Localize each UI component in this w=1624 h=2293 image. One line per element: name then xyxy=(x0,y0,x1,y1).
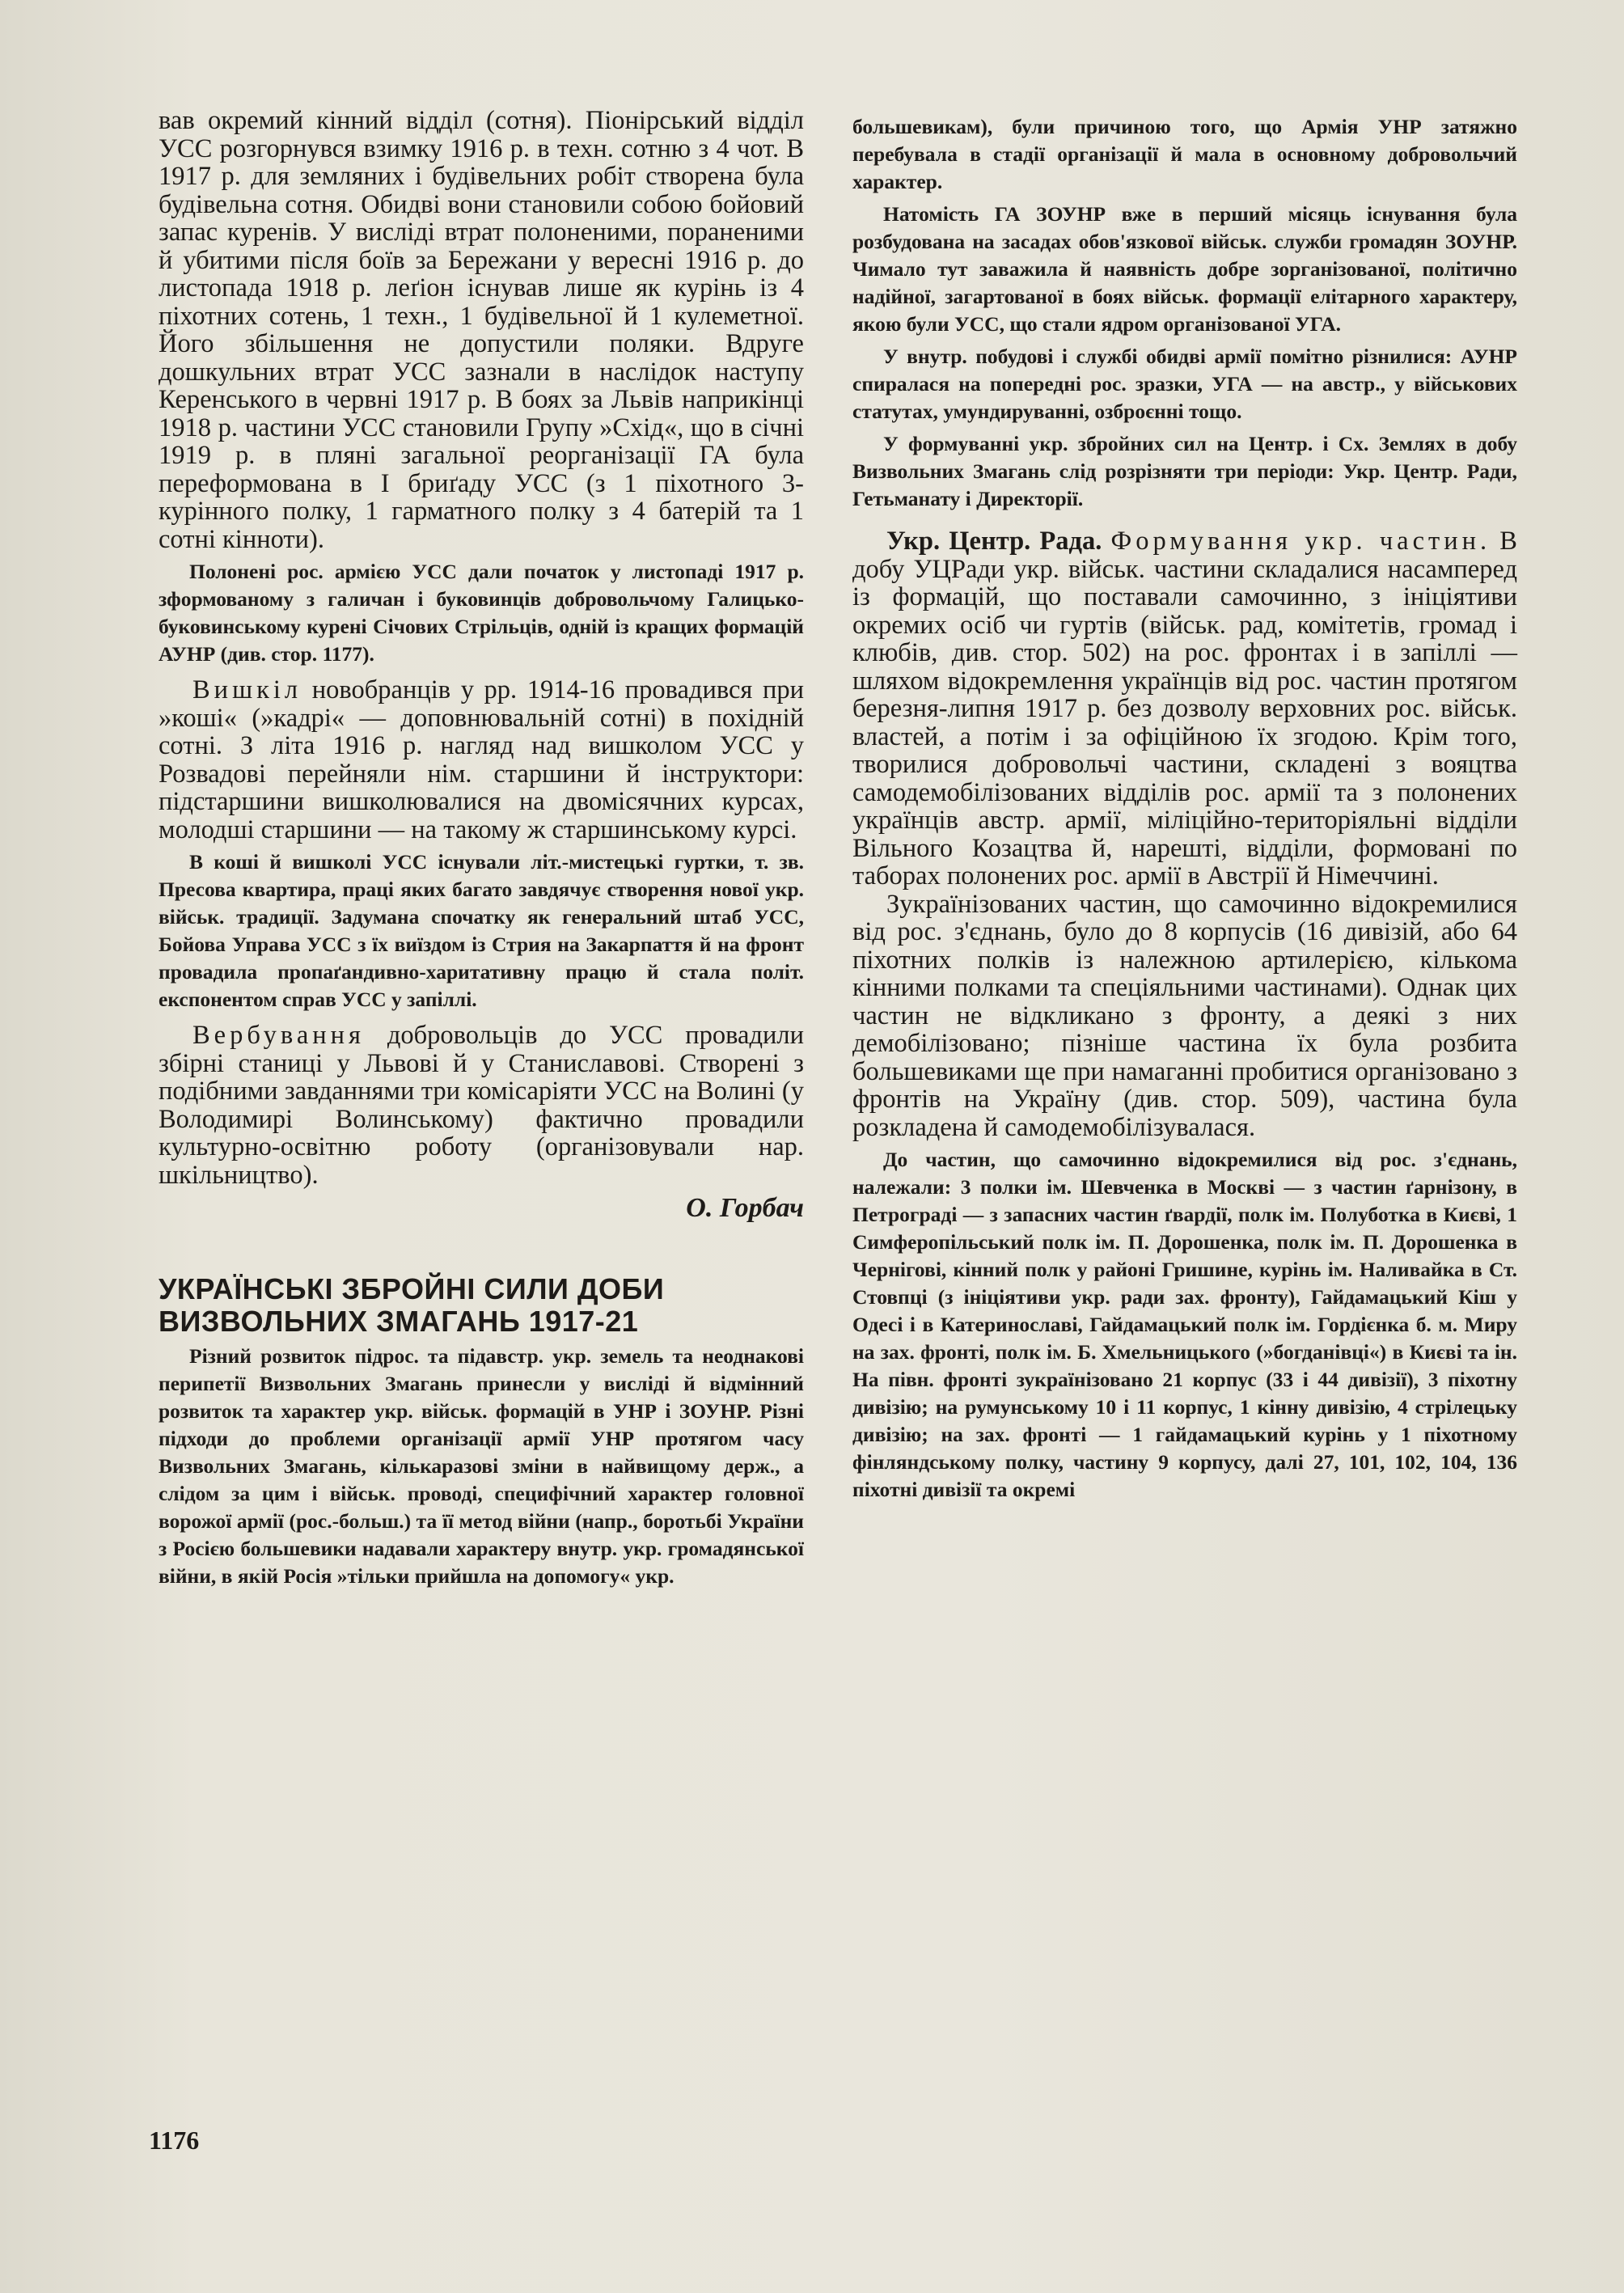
recruitment-text: добровольців до УСС провадили збірні станиці у Львові й у Станиславові. Створені з подібними завданнями три комісаріяти УСС на Волині (у Володимирі Волинському) фактично провадили культурно-освітню роботу (організовували нар. шкільництво). xyxy=(159,1021,804,1190)
paragraph-ukrainized-units: Зукраїнізованих частин, що самочинно відокремилися від рос. з'єднань, було до 8 корпусів (16 дивізій, або 64 піхотних полків із належною артилерією, кількома кінними полками та спеціяльними частинами). Однак цих частин не відкликано з фронту, а деякі з них демобілізовано; пізніше частина їх була розбита большевиками ще при намаганні пробитися організовано з фронтів на Україну (див. стор. 509), частина була розкладена й самодемобілізувалася. xyxy=(852,889,1517,1142)
training-lead-word: Вишкіл xyxy=(192,675,302,704)
formation-lead-words: Формування укр. частин. xyxy=(1110,527,1491,556)
section-title: УКРАЇНСЬКІ ЗБРОЙНІ СИЛИ ДОБИ ВИЗВОЛЬНИХ ЗМАГАНЬ 1917-21 xyxy=(159,1272,665,1338)
paragraph-three-periods: У формуванні укр. збройних сил на Центр. і Сх. Землях в добу Визвольних Змагань слід розрізняти три періоди: Укр. Центр. Ради, Гетьманату і Директорії. xyxy=(852,432,1517,510)
paragraph-training xyxy=(159,676,804,844)
left-column xyxy=(159,107,804,1590)
paragraph-press-quarters: В коші й вишколі УСС існували літ.-мистецькі гуртки, т. зв. Пресова квартира, праці яких багато завдячує створення нової укр. військ. традиції. Задумана спочатку як генеральний штаб УСС, Бойова Управа УСС з їх виїздом із Стрия на Закарпаття й на фронт провадила пропаґандивно-харитативну працю й стала політ. експонентом справ УСС у запіллі. xyxy=(159,850,804,1011)
recruitment-lead-word: Вербування xyxy=(192,1021,365,1050)
paragraph-ga-zounr: Натомість ГА ЗОУНР вже в перший місяць існування була розбудована на засадах обов'язкової військ. служби громадян ЗОУНР. Чимало тут заважила й наявність добре зорганізованої, політично надійної, загартованої в боях військ. формації елітарного характеру, якою були УСС, що стали ядром організованої УГА. xyxy=(852,202,1517,336)
paragraph-internal-structure: У внутр. побудові і службі обидві армії помітно різнилися: АУНР спиралася на попередні рос. зразки, УГА — на австр., у військових статутах, умундируванні, озброєнні тощо. xyxy=(852,345,1517,423)
training-text: новобранців у рр. 1914-16 провадився при »коші« (»кадрі« — доповнювальній сотні) в похідній сотні. З літа 1916 р. нагляд над вишколом УСС у Розвадові перейняли нім. старшини й інструктори: підстаршини вишколювалися на двомісячних курсах, молодші старшини — на такому ж старшинському курсі. xyxy=(159,675,804,844)
paragraph-unit-list: До частин, що самочинно відокремилися від рос. з'єднань, належали: 3 полки ім. Шевченка в Москві — з частин ґарнізону, в Петрограді — з запасних частин ґвардії, полк ім. Полуботка в Києві, 1 Симферопільський полк ім. П. Дорошенка, полк ім. П. Дорошенка в Чернігові, кінний полк у районі Гришине, курінь ім. Наливайка в Ст. Стовпці (з ініціятиви укр. ради зах. фронту), Гайдамацький Кіш у Одесі і в Катеринославі, Гайдамацький полк ім. Гордієнка б. м. Миру на зах. фронті, полк ім. Б. Хмельницького (»богданівці«) в Києві та ін. На півн. фронті зукраїнізовано 21 корпус (33 і 44 дивізії), 3 піхотну дивізію; на румунському 10 і 11 корпус, 1 кінну дивізію, 4 стрілецьку дивізію; на зах. фронті — 1 гайдамацький курінь у 1 піхотному фінляндському полку, частину 9 корпусу, далі 27, 101, 102, 104, 136 піхотні дивізії та окремі xyxy=(852,1148,1517,1501)
paragraph-central-rada xyxy=(852,527,1517,891)
paragraph-recruitment xyxy=(159,1022,804,1189)
central-rada-heading: Укр. Центр. Рада. xyxy=(886,527,1102,556)
paragraph-section-intro: Різний розвиток підрос. та підавстр. укр. земель та неоднакові перипетії Визвольних Змагань принесли у висліді й відмінний розвиток та характер укр. військ. формацій в УНР і ЗОУНР. Різні підходи до проблеми організації армії УНР протягом часу Визвольних Змагань, кількаразові зміни в найвищому держ., а слідом за цим і військ. проводі, специфічний характер головної ворожої армії (рос.-больш.) та її метод війни (напр., боротьбі України з Росією большевики надавали характеру внутр. укр. громадянської війни, в якій Росія »тільки прийшла на допомогу« укр. xyxy=(159,1344,804,1588)
right-column xyxy=(852,108,1517,1504)
central-rada-text: В добу УЦРади укр. військ. частини складалися насамперед із формацій, що поставали самочинно, з ініціятиви окремих осіб чи гуртів (військ. рад, комітетів, громад і клюбів, див. стор. 502) на рос. фронтах і в запіллі — шляхом відокремлення українців від рос. частин протягом березня-липня 1917 р. без дозволу верховних рос. військ. властей, а потім і за офіційною їх згодою. Крім того, творилися добровольчі частини, складені з вояцтва самодемобілізованих відділів рос. армії та з полонених українців австр. армії, міліційно-територіяльні відділи Вільного Козацтва й, нарешті, відділи, формовані по таборах полонених рос. армії в Австрії й Німеччині. xyxy=(852,527,1517,891)
paragraph-uss-units: вав окремий кінний відділ (сотня). Піонірський відділ УСС розгорнувся взимку 1916 р. в техн. сотню з 4 чот. В 1917 р. для земляних і будівельних робіт створена була будівельна сотня. Обидві вони становили собою бойовий запас куренів. У висліді втрат полоненими, пораненими й убитими після боїв за Бережани у вересні 1916 р. до листопада 1918 р. леґіон існував лише як курінь із 4 піхотних сотень, 1 техн., 1 будівельної й 1 кулеметної. Його збільшення не допустили поляки. Вдруге дошкульних втрат УСС зазнали в наслідок наступу Керенського в червні 1917 р. В боях за Львів наприкінці 1918 р. частини УСС становили Групу »Схід«, що в січні 1919 р. в пляні загальної реорганізації ГА була переформована в I бриґаду УСС (з 1 піхотного 3-курінного полку, 1 гарматного полку з 4 батерій та 1 сотні кінноти). xyxy=(159,106,804,554)
paragraph-captured-uss: Полонені рос. армією УСС дали початок у листопаді 1917 р. зформованому з галичан і буковинців добровольчому Галицько-буковинському курені Січових Стрільців, одній із кращих формацій АУНР (див. стор. 1177). xyxy=(159,560,804,666)
paragraph-bolsheviks: большевикам), були причиною того, що Армія УНР затяжно перебувала в стадії організації й мала в основному добровольчий характер. xyxy=(852,115,1517,193)
page-number: 1176 xyxy=(149,2126,200,2155)
author-signature: О. Горбач xyxy=(686,1193,804,1223)
